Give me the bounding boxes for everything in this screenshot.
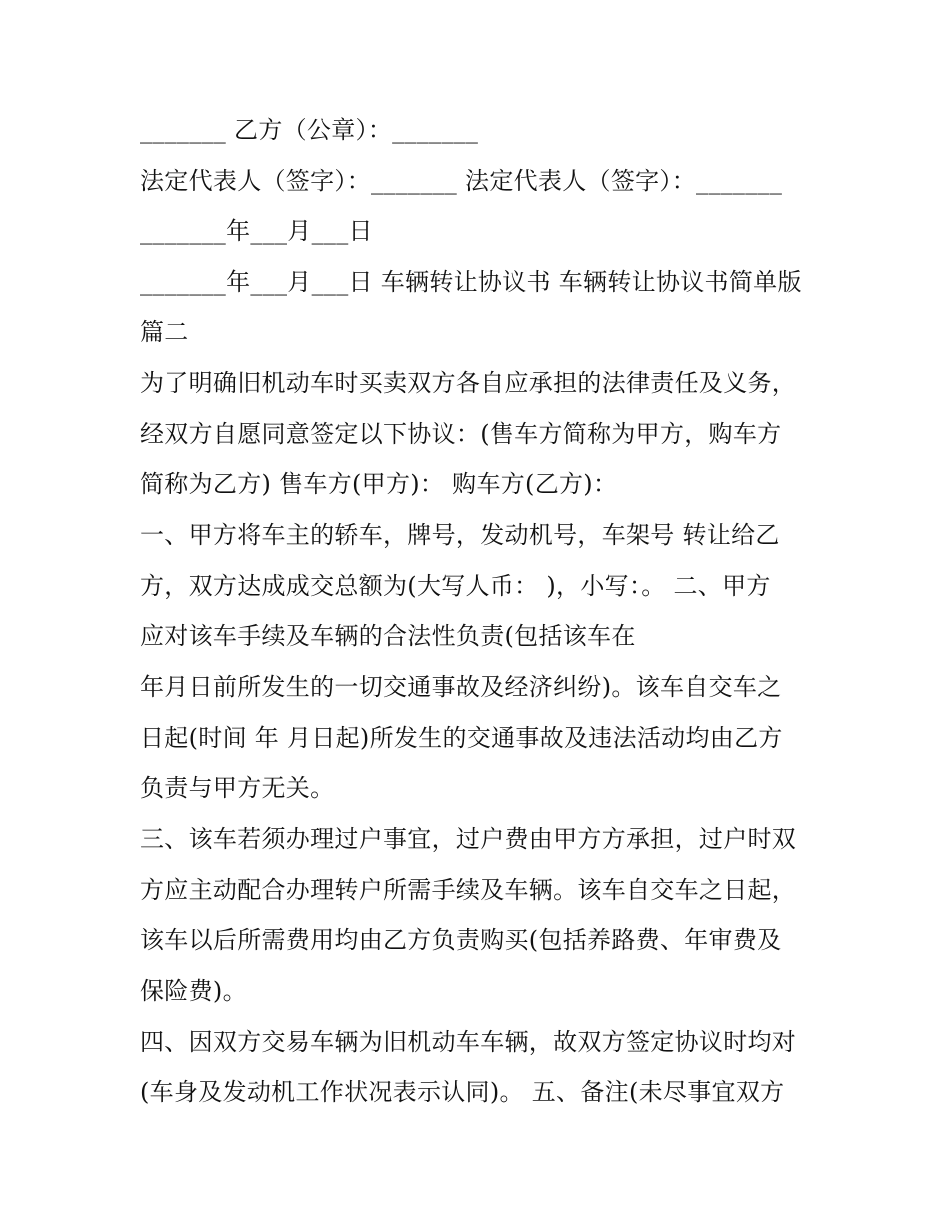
text-line-clause-1a: 一、甲方将车主的轿车，牌号，发动机号，车架号 转让给乙 <box>140 521 780 549</box>
text-line-clause-3c: 该车以后所需费用均由乙方负责购买(包括养路费、年审费及 <box>140 926 782 954</box>
section-heading: 篇二 <box>140 318 189 346</box>
text-line-intro-3: 简称为乙方) 售车方(甲方)： 购车方(乙方)： <box>140 470 618 498</box>
text-line-clause-2c: 日起(时间 年 月日起)所发生的交通事故及违法活动均由乙方 <box>140 724 783 752</box>
text-line-date-title: _______年___月___日 车辆转让协议书 车辆转让协议书简单版 <box>140 268 802 296</box>
text-line-representatives: 法定代表人（签字）：_______ 法定代表人（签字）：_______ <box>140 167 783 195</box>
text-line-intro-2: 经双方自愿同意签定以下协议：(售车方简称为甲方，购车方 <box>140 420 782 448</box>
text-line-date: _______年___月___日 <box>140 217 373 245</box>
text-line-clause-3b: 方应主动配合办理转户所需手续及车辆。该车自交车之日起， <box>140 876 797 904</box>
text-line-clause-4a: 四、因双方交易车辆为旧机动车车辆，故双方签定协议时均对 <box>140 1028 797 1056</box>
text-line-seal: _______ 乙方（公章）：_______ <box>140 116 479 144</box>
text-line-clause-1b: 方，双方达成成交总额为(大写人币： )，小写：。 二、甲方 <box>140 572 771 600</box>
text-line-clause-4b: (车身及发动机工作状况表示认同)。 五、备注(未尽事宜双方 <box>140 1078 785 1106</box>
text-line-clause-2a: 应对该车手续及车辆的合法性负责(包括该车在 <box>140 622 636 650</box>
text-line-intro-1: 为了明确旧机动车时买卖双方各自应承担的法律责任及义务， <box>140 369 797 397</box>
text-line-clause-2b: 年月日前所发生的一切交通事故及经济纠纷)。该车自交车之 <box>140 673 782 701</box>
text-line-clause-2d: 负责与甲方无关。 <box>140 774 335 802</box>
text-line-clause-3d: 保险费)。 <box>140 977 247 1005</box>
text-line-clause-3a: 三、该车若须办理过户事宜，过户费由甲方方承担，过户时双 <box>140 825 797 853</box>
